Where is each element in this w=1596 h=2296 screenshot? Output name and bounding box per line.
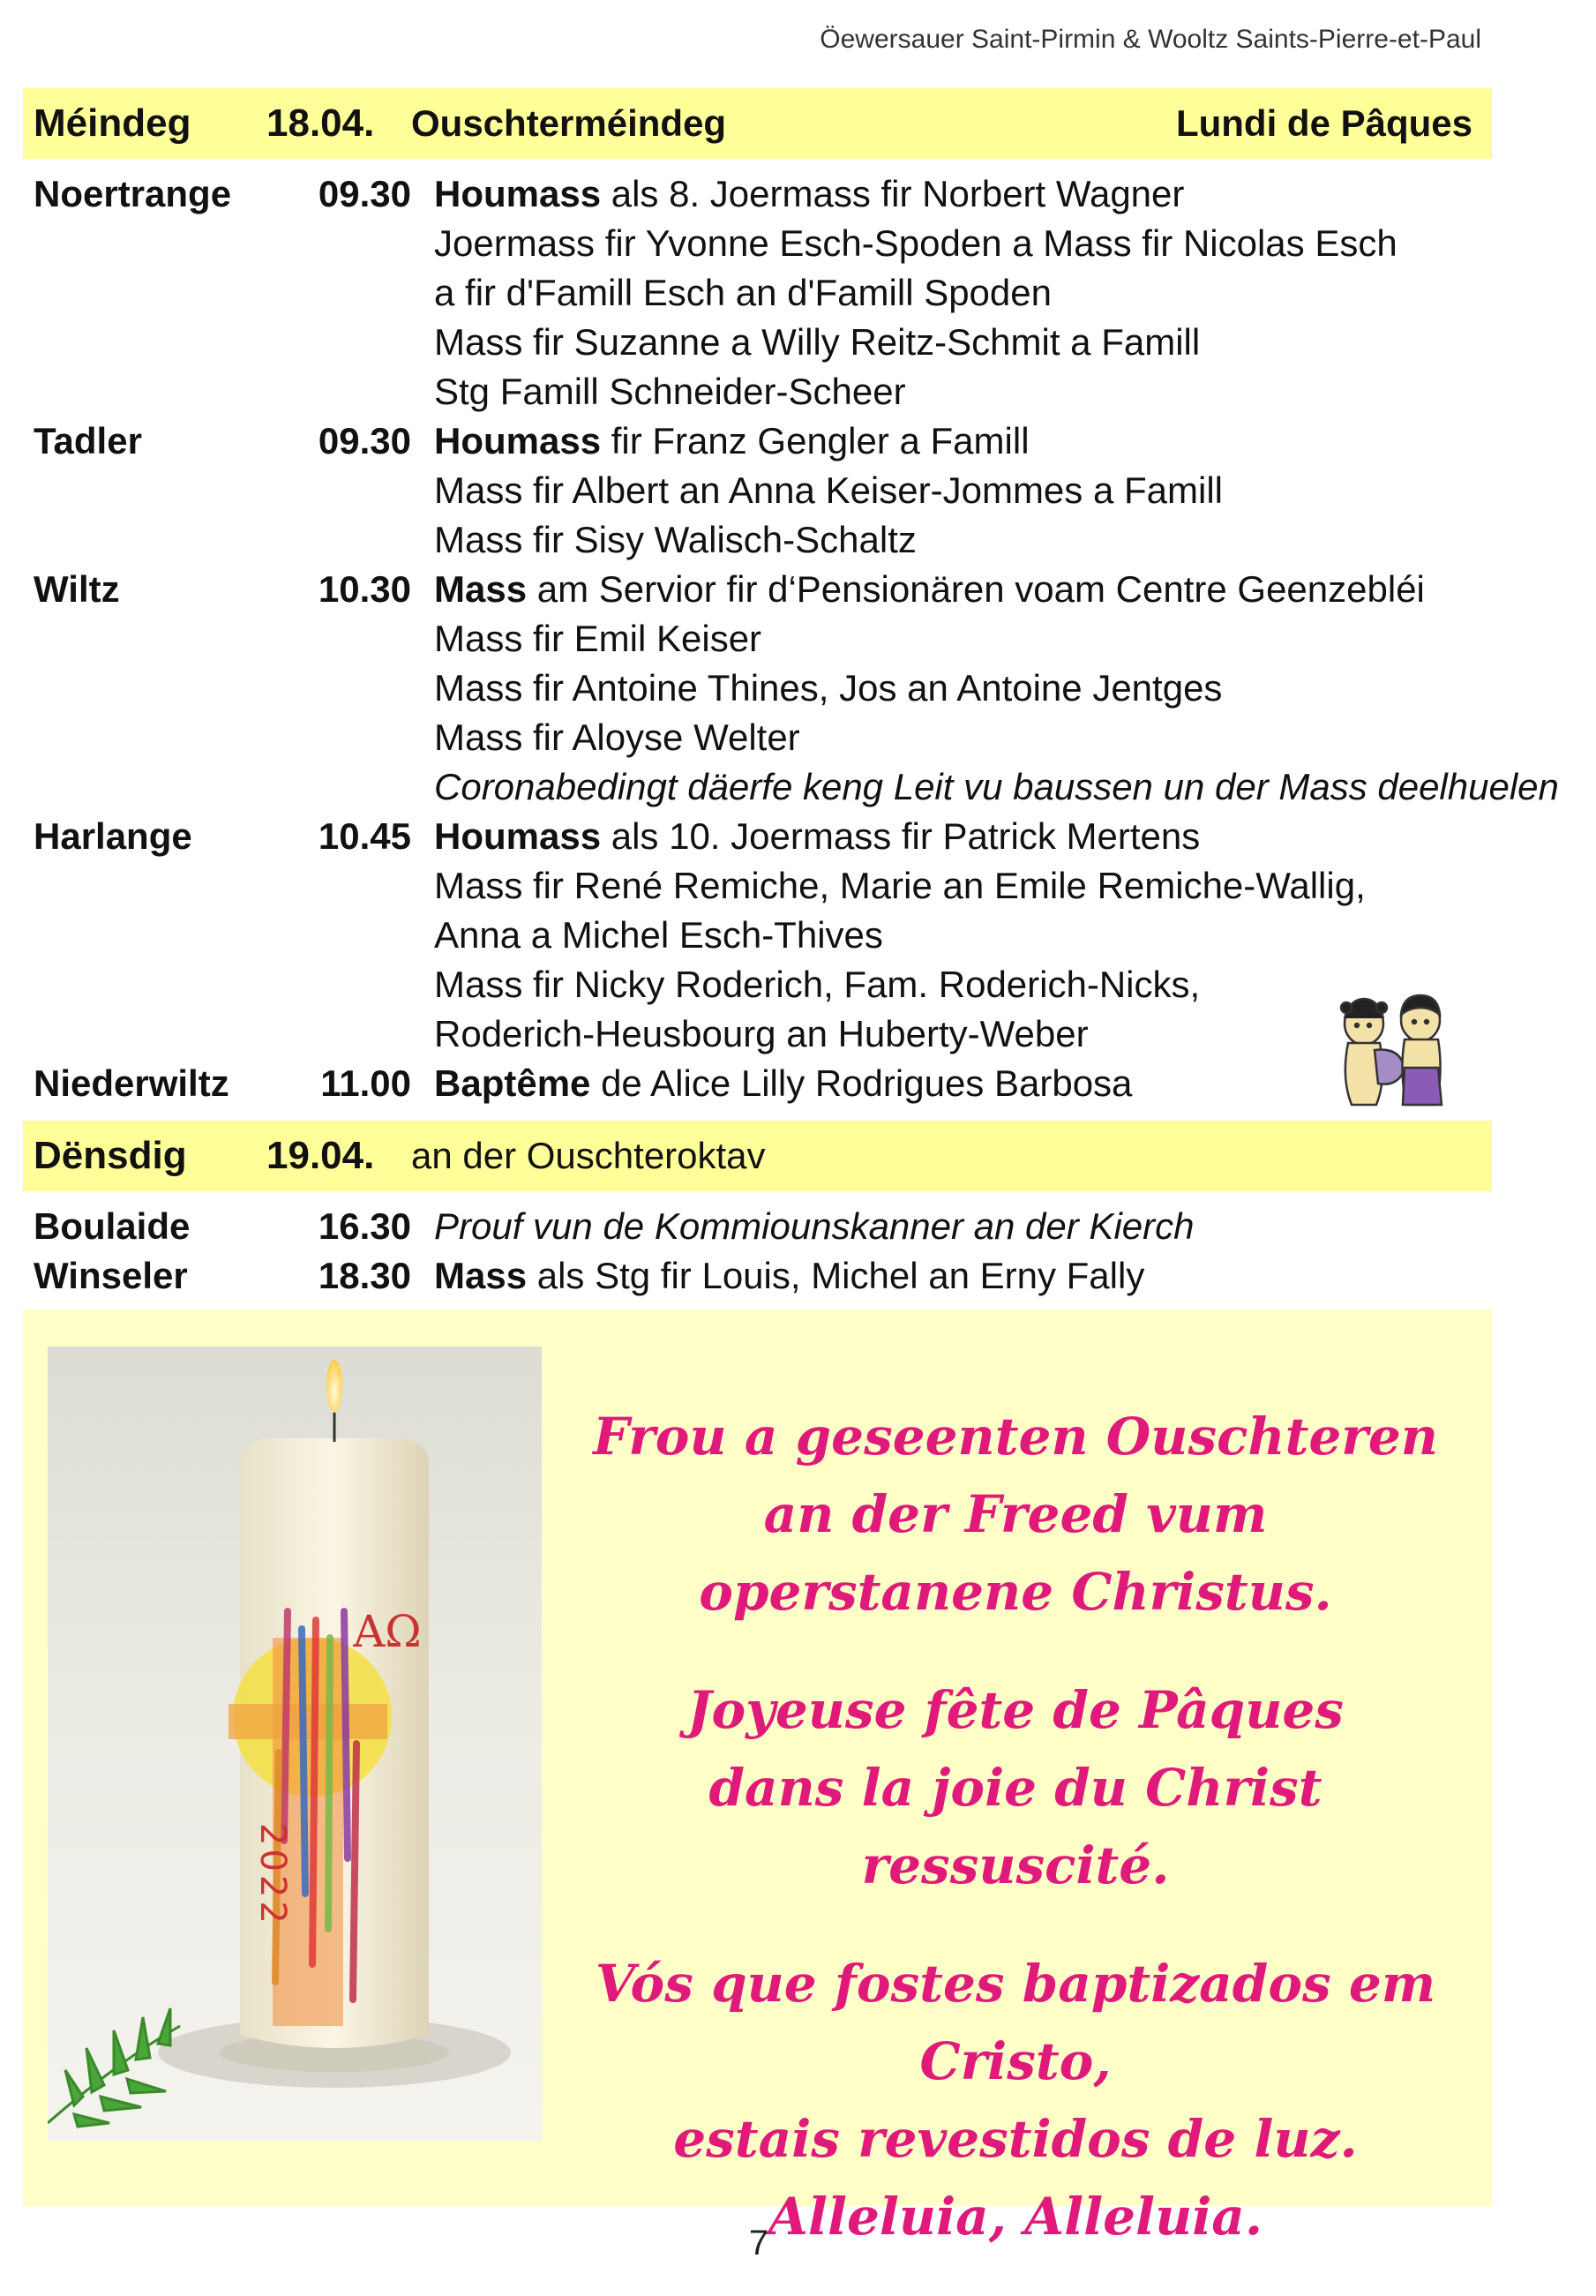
entry-text: als Stg fir Louis, Michel an Erny Fally	[527, 1255, 1145, 1296]
entry-harlange	[23, 812, 1492, 1059]
entry-location: Tadler	[34, 420, 142, 461]
day-date: 19.04.	[266, 1134, 375, 1177]
entry-time: 09.30	[318, 173, 411, 214]
entry-keyword: Houmass	[434, 173, 602, 214]
day-feast-french: Lundi de Pâques	[1175, 102, 1472, 144]
entry-tadler	[23, 416, 1492, 565]
greeting-portuguese	[561, 1945, 1470, 2255]
day-band-2	[23, 1121, 1492, 1191]
entry-niederwiltz	[23, 1059, 1492, 1108]
entry-keyword: Mass	[434, 1255, 528, 1296]
greeting-french	[561, 1671, 1470, 1904]
entry-line: Mass fir Antoine Thines, Jos an Antoine Jentges	[434, 667, 1223, 709]
entry-text: am Servior fir d‘Pensionären voam Centre Geenzebléi	[527, 568, 1425, 610]
schedule	[23, 88, 1559, 1313]
entry-time: 10.45	[318, 815, 411, 857]
day-date: 18.04.	[266, 101, 375, 145]
entry-line	[434, 1251, 1144, 1301]
greeting-line: Joyeuse fête de Pâques	[687, 1680, 1344, 1740]
greeting-line: operstanene Christus.	[699, 1562, 1332, 1622]
entry-line: Roderich-Heusbourg an Huberty-Weber	[434, 1013, 1089, 1054]
entry-text: als 8. Joermass fir Norbert Wagner	[601, 173, 1185, 214]
entry-location: Noertrange	[34, 173, 232, 214]
entry-keyword: Baptême	[434, 1062, 591, 1104]
candle-photo	[48, 1347, 542, 2141]
day-1-entries	[23, 159, 1559, 1121]
easter-greeting-box	[23, 1309, 1492, 2247]
entry-keyword: Houmass	[434, 420, 602, 461]
entry-line: a fir d'Famill Esch an d'Famill Spoden	[434, 272, 1052, 313]
entry-line: Anna a Michel Esch-Thives	[434, 914, 883, 956]
entry-text: fir Franz Gengler a Famill	[601, 420, 1030, 461]
entry-line	[434, 416, 1223, 466]
greeting-line: an der Freed vum	[763, 1484, 1268, 1544]
entry-boulaide	[23, 1202, 1492, 1251]
entry-time: 16.30	[318, 1205, 411, 1247]
entry-time: 10.30	[318, 568, 411, 610]
entry-line: Joermass fir Yvonne Esch-Spoden a Mass fir Nicolas Esch	[434, 222, 1397, 264]
day-2-entries	[23, 1191, 1492, 1313]
entry-line: Mass fir Suzanne a Willy Reitz-Schmit a Famill	[434, 321, 1201, 363]
entry-line: Mass fir René Remiche, Marie an Emile Remiche-Wallig,	[434, 865, 1366, 906]
greeting-line: dans la joie du Christ ressuscité.	[708, 1758, 1323, 1895]
entry-text: de Alice Lilly Rodrigues Barbosa	[590, 1062, 1133, 1104]
alpha-omega-symbol: AΩ	[353, 1606, 422, 1657]
entry-time: 09.30	[318, 420, 411, 461]
entry-line: Mass fir Nicky Roderich, Fam. Roderich-Nicks,	[434, 964, 1201, 1005]
entry-location: Harlange	[34, 815, 192, 857]
entry-line: Mass fir Emil Keiser	[434, 618, 762, 659]
entry-winseler	[23, 1251, 1492, 1301]
day-name: Dënsdig	[34, 1134, 187, 1177]
day-name: Méindeg	[34, 101, 191, 145]
entry-line	[434, 812, 1366, 861]
entry-line: Mass fir Sisy Walisch-Schaltz	[434, 519, 917, 560]
entry-note: Prouf vun de Kommiounskanner an der Kierch	[434, 1205, 1195, 1247]
greeting-luxembourgish	[561, 1398, 1470, 1631]
entry-location: Wiltz	[34, 568, 120, 610]
entry-line: Stg Famill Schneider-Scheer	[434, 371, 906, 412]
entry-noertrange	[23, 169, 1492, 416]
entry-line	[434, 565, 1559, 614]
greeting-line: Vós que fostes baptizados em Cristo,	[595, 1954, 1436, 2091]
entry-wiltz	[23, 565, 1559, 812]
entry-keyword: Houmass	[434, 815, 602, 857]
entry-location: Boulaide	[34, 1205, 191, 1247]
entry-line: Mass fir Albert an Anna Keiser-Jommes a Famill	[434, 469, 1223, 511]
entry-keyword: Mass	[434, 568, 528, 610]
header-parish-note: Öewersauer Saint-Pirmin & Wooltz Saints-Pierre-et-Paul	[820, 25, 1481, 54]
children-illustration	[1322, 988, 1463, 1121]
entry-location: Winseler	[34, 1255, 188, 1296]
day-band-1	[23, 88, 1492, 159]
greeting-text	[561, 1398, 1470, 2296]
day-feast: Ouschterméindeg	[411, 102, 727, 144]
entry-note: Coronabedingt däerfe keng Leit vu baussen un der Mass deelhuelen	[434, 766, 1559, 807]
greeting-line: Frou a geseenten Ouschteren	[593, 1407, 1438, 1467]
entry-text: als 10. Joermass fir Patrick Mertens	[601, 815, 1201, 857]
entry-time: 11.00	[320, 1062, 411, 1104]
greeting-line: estais revestidos de luz.	[673, 2109, 1358, 2169]
entry-line: Mass fir Aloyse Welter	[434, 717, 800, 758]
entry-location: Niederwiltz	[34, 1062, 229, 1104]
easter-candle-image	[48, 1347, 542, 2141]
day-feast: an der Ouschteroktav	[411, 1135, 766, 1176]
candle-year: 2022	[252, 1823, 293, 1927]
entry-line	[434, 1059, 1132, 1108]
entry-time: 18.30	[318, 1255, 411, 1296]
page-number: 7	[748, 2224, 769, 2262]
greeting-line: Alleluia, Alleluia.	[768, 2187, 1263, 2247]
entry-line	[434, 169, 1397, 219]
